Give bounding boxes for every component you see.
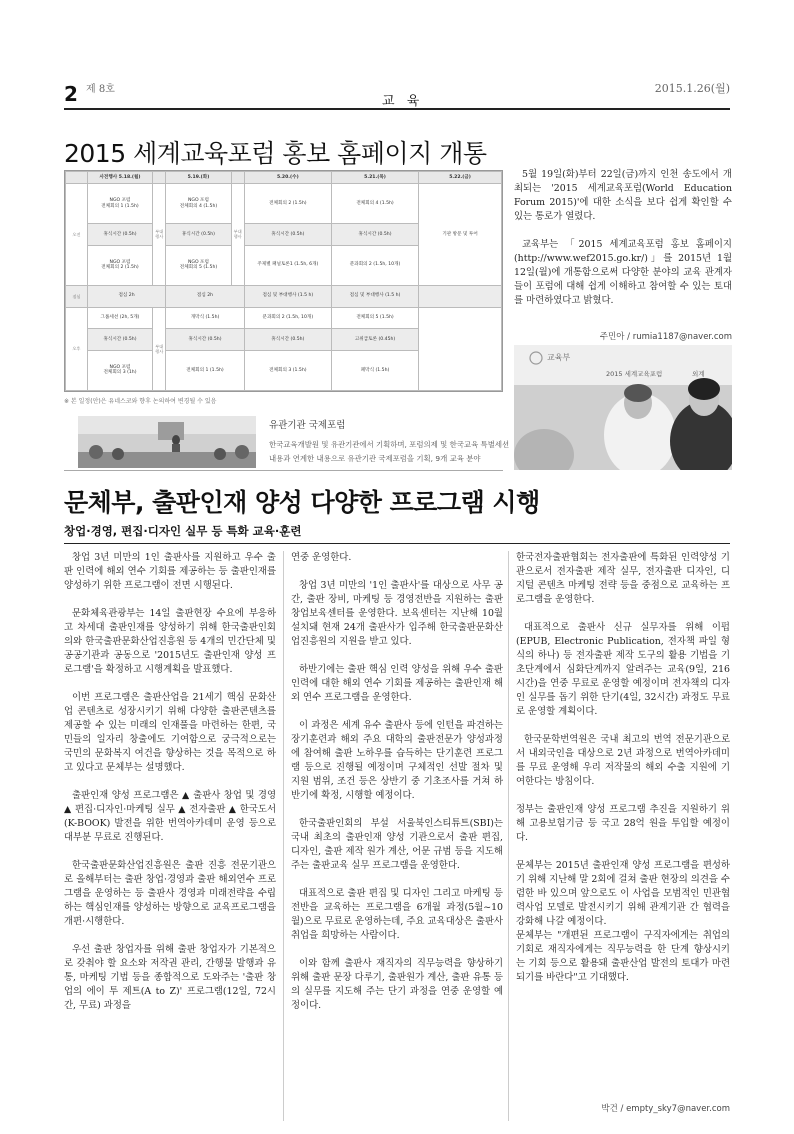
side-label: 부대행사 — [153, 184, 166, 286]
schedule-cell: 점심 및 부대행사 (1.5 h) — [244, 285, 331, 307]
schedule-cell: 휴식시간 (0.5h) — [87, 329, 152, 351]
schedule-cell: NGO 포럼 전체회의 5 (1.5h) — [166, 245, 231, 285]
article2-byline: 박건 / empty_sky7@naver.com — [601, 1104, 730, 1114]
schedule-cell: 전체회의 2 (1.5h) — [244, 184, 331, 224]
schedule-cell: NGO 포럼 전체회의 2 (1.5h) — [87, 245, 152, 285]
paragraph: 이와 함께 출판사 재직자의 직무능력을 향상하기 위해 출판 문장 다루기, 출판원가 계산, 출판 유통 등의 실무를 지도해 주는 단기 과정을 연중 운영할 예정이다. — [291, 958, 503, 1011]
paragraph: 문체부는 2015년 출판인재 양성 프로그램을 편성하기 위해 지난해 말 2회에 걸쳐 출판 현장의 의견을 수렴한 바 있으며 앞으로도 이 사업을 모범적인 민관협력사업 모델로 발전시키기 위해 관계기관 간 협력을 강화해 나갈 예정이다. — [516, 860, 730, 927]
paragraph: 창업 3년 미만의 '1인 출판사'를 대상으로 사무 공간, 출판 장비, 마케팅 등 경영전반을 지원하는 출판창업보육센터를 운영한다. 보육센터는 지난해 10월 설치돼 현재 24개 출판사가 입주해 한국출판문화산업진흥원의 지원을 받고 있다. — [291, 580, 503, 647]
paragraph: 대표적으로 출판사 신규 실무자를 위해 이펍(EPUB, Electronic Publication, 전자책 파일 형식의 하나) 등 전자출판 제작 도구의 활용 기법을 기초단계에서 심화단계까지 알려주는 교육(9일, 216시간)을 연중 무료로 운영할 예정이며 전자책의 디자인 실무를 돕기 위한 단기(4일, 32시간) 과정도 무료로 운영할 계획이다. — [516, 622, 730, 717]
inset-text-line: 한국교육개발원 및 유관기관에서 기획하며, 포럼의제 및 한국교육 특별세션 — [269, 440, 510, 449]
schedule-cell: 휴식시간 (0.5h) — [166, 224, 231, 246]
schedule-cell: 휴식시간 (0.5h) — [87, 224, 152, 246]
paragraph: 한국출판인회의 부설 서울북인스티튜트(SBI)는 국내 최초의 출판인재 양성 기관으로서 출판 편집, 디자인, 출판 제작 원가 계산, 어문 규범 등을 지도해주는 출판교육 실무 프로그램을 운영한다. — [291, 818, 503, 871]
schedule-cell: 그룹세션 (2h, 5개) — [87, 307, 152, 329]
schedule-cell: 휴식시간 (0.5h) — [244, 329, 331, 351]
schedule-header: 5.19.(화) — [166, 172, 231, 184]
side-label: 부대행사 — [153, 307, 166, 390]
paragraph: 한국전자출판협회는 전자출판에 특화된 인력양성 기관으로서 전자출판 제작 실무, 전자출판 디자인, 디지털 콘텐츠 마케팅 전략 등을 중점으로 교육하는 프로그램을 운영한다. — [516, 552, 730, 605]
header-rule — [64, 108, 730, 110]
schedule-cell: 전체회의 1 (1.5h) — [166, 350, 244, 390]
paragraph: 대표적으로 출판 편집 및 디자인 그리고 마케팅 등 전반을 교육하는 프로그램을 6개월 과정(5월~10월)으로 무료로 운영하는데, 주요 교육대상은 출판사 취업을 희망하는 사람이다. — [291, 888, 503, 941]
side-label: 부대행사 — [231, 184, 244, 286]
article2-column-1 — [64, 551, 276, 1027]
paragraph: 하반기에는 출판 핵심 인력 양성을 위해 우수 출판 인력에 대한 해외 연수 기회를 제공하는 출판인재 해외 연수 프로그램을 운영한다. — [291, 664, 503, 703]
schedule-cell: 폐막식 (1.5h) — [331, 350, 418, 390]
forum-photo-image — [514, 345, 732, 470]
paragraph: 우선 출판 창업자를 위해 출판 창업자가 기본적으로 갖춰야 할 요소와 저작권 관리, 간행물 발행과 유통, 마케팅 기법 등을 종합적으로 도와주는 '출판 창업의 에이 투 제트(A to Z)' 프로그램(12일, 72시간, 무료) 과정을 — [64, 944, 276, 1011]
schedule-note: ※ 본 일정(안)은 유네스코와 향후 논의하여 변경될 수 있음 — [64, 398, 217, 405]
article2-column-2 — [291, 551, 503, 1027]
article2-subtitle: 창업·경영, 편집·디자인 실무 등 특화 교육·훈련 — [64, 524, 302, 538]
paragraph: 창업 3년 미만의 1인 출판사를 지원하고 우수 출판 인력에 해외 연수 기회를 제공하는 등 출판인재를 양성하기 위한 프로그램이 전면 시행된다. — [64, 552, 276, 591]
page-number: 2 — [64, 82, 78, 106]
photo-logo-text: 교육부 — [547, 353, 571, 362]
paragraph: 출판인재 양성 프로그램은 ▲ 출판사 창업 및 경영 ▲ 편집·디자인·마케팅 실무 ▲ 전자출판 ▲ 한국도서(K-BOOK) 발전을 위한 번역아카데미 운영 등으로 대부분 무료로 진행된다. — [64, 790, 276, 843]
schedule-cell: 분과회의 2 (1.5h, 10개) — [331, 245, 418, 285]
page-header — [64, 76, 730, 110]
row-label: 오전 — [66, 184, 88, 286]
forum-photo — [514, 345, 732, 470]
paragraph: 이 과정은 세계 유수 출판사 등에 인턴을 파견하는 장기훈련과 해외 주요 대학의 출판전문가 양성과정에 참여해 출판 노하우를 습득하는 단기훈련 프로그램 등으로 진행될 예정이며 구체적인 선발 절차 및 지원 범위, 조건 등은 상반기 중 기초조사를 거쳐 하반기에 확정, 시행할 예정이다. — [291, 720, 503, 801]
paragraph: 연중 운영한다. — [291, 552, 352, 563]
schedule-cell: 주제별 패널토론1 (1.5h, 6개) — [244, 245, 331, 285]
paragraph: 5월 19일(화)부터 22일(금)까지 인천 송도에서 개최되는 '2015 세계교육포럼(World Education Forum 2015)'에 대한 소식을 보다 쉽게 확인할 수 있는 통로가 열렸다. — [514, 169, 732, 222]
schedule-header: 5.22.(금) — [419, 172, 502, 184]
section-label: 교 육 — [382, 94, 424, 109]
paragraph: 교육부는 「2015 세계교육포럼 홍보 홈페이지(http://www.wef2015.go.kr/)」를 2015년 1월 12일(월)에 개통함으로써 다양한 분야의 교육 관계자들이 포럼에 대해 쉽게 이해하고 참여할 수 있는 토대를 마련하였다고 밝혔다. — [514, 239, 732, 306]
inset-box — [64, 413, 510, 471]
schedule-cell: 분과회의 2 (1.5h, 10개) — [244, 307, 331, 329]
schedule-table — [64, 170, 503, 392]
inset-title: 유관기관 국제포럼 — [269, 420, 346, 431]
article2-title: 문체부, 출판인재 양성 다양한 프로그램 시행 — [64, 488, 540, 517]
schedule-cell: 전체회의 4 (1.5h) — [331, 184, 418, 224]
schedule-cell: 전체회의 3 (1.5h) — [244, 350, 331, 390]
paragraph: 한국출판문화산업진흥원은 출판 진흥 전문기관으로 올해부터는 출판 창업·경영과 출판 해외연수 프로그램을 운영하는 등 출판사 경영과 미래전략을 수립하는 핵심인재를 양성하는 방향으로 교육프로그램을 개편·시행한다. — [64, 860, 276, 927]
paragraph: 정부는 출판인재 양성 프로그램 추진을 지원하기 위해 고용보험기금 등 국고 28억 원을 투입할 예정이다. — [516, 804, 730, 843]
schedule-cell: 점심 2h — [166, 285, 244, 307]
schedule-cell: 휴식시간 (0.5h) — [331, 224, 418, 246]
issue-date: 2015.1.26(월) — [654, 82, 730, 95]
column-divider — [508, 551, 509, 1121]
schedule-cell: 전체회의 5 (1.5h) — [331, 307, 418, 329]
schedule-cell: 고위급토론 (0.45h) — [331, 329, 418, 351]
schedule-cell: 휴식시간 (0.5h) — [166, 329, 244, 351]
article1-byline: 주민아 / rumia1187@naver.com — [599, 332, 732, 342]
column-divider — [283, 551, 284, 1121]
paragraph: 한국문학번역원은 국내 최고의 번역 전문기관으로서 내외국인을 대상으로 2년 과정으로 번역아카데미를 무료 운영해 우리 저작물의 해외 수출 지원에 기여한다는 방침이다. — [516, 734, 730, 787]
schedule-cell: NGO 포럼 전체회의 4 (1.5h) — [166, 184, 231, 224]
schedule-header: 5.20.(수) — [244, 172, 331, 184]
conference-photo — [78, 416, 256, 468]
schedule-cell: 점심 및 부대행사 (1.5 h) — [331, 285, 418, 307]
conference-photo-image — [78, 416, 256, 468]
article2-column-3 — [516, 551, 730, 999]
photo-banner-text: 2015 세계교육포럼 — [606, 370, 663, 378]
schedule-cell: 휴식시간 (0.5h) — [244, 224, 331, 246]
article1-body — [514, 168, 732, 322]
photo-banner-text-2: 외계 — [692, 370, 705, 378]
schedule-cell: 기관 방문 및 투어 — [419, 184, 502, 286]
schedule-cell: NGO 포럼 전체회의 1 (1.5h) — [87, 184, 152, 224]
paragraph: 문화체육관광부는 14일 출판현장 수요에 부응하고 차세대 출판인재를 양성하기 위해 한국출판인회의와 한국출판문화산업진흥원 등 4개의 민간단체 및 공공기관과 공동으로 '2015년도 출판인재 양성 프로그램'을 확정하고 시행계획을 발표했다. — [64, 608, 276, 675]
row-label: 오후 — [66, 307, 88, 390]
issue-number: 제 8호 — [86, 84, 115, 95]
paragraph: 문체부는 "개편된 프로그램이 구직자에게는 취업의 기회로 재직자에게는 직무능력을 한 단계 향상시키는 기회 등으로 활용돼 출판산업 발전의 토대가 마련되기를 바란다"고 기대했다. — [516, 930, 730, 983]
paragraph: 이번 프로그램은 출판산업을 21세기 핵심 문화산업 콘텐츠로 성장시키기 위해 다양한 출판콘텐츠를 제공할 수 있는 미래의 인재풀을 마련하는 한편, 국민들의 일자리 창출에도 기여함으로 궁극적으로는 국민의 문화복지 여건을 향상하는 것을 목적으로 하고 있다고 문체부는 설명했다. — [64, 692, 276, 773]
schedule-cell: 개막식 (1.5h) — [166, 307, 244, 329]
schedule-cell: 점심 2h — [87, 285, 165, 307]
row-label: 점심 — [66, 285, 88, 307]
inset-text-line: 내용과 연계한 내용으로 유관기관 국제포럼을 기획, 9개 교육 분야 — [269, 454, 481, 463]
article1-title: 2015 세계교육포럼 홍보 홈페이지 개통 — [64, 139, 487, 168]
schedule-header: 5.21.(목) — [331, 172, 418, 184]
article2-rule — [64, 543, 730, 544]
schedule-header: 사전행사 5.18.(월) — [87, 172, 152, 184]
schedule-cell: NGO 포럼 전체회의 3 (1h) — [87, 350, 152, 390]
